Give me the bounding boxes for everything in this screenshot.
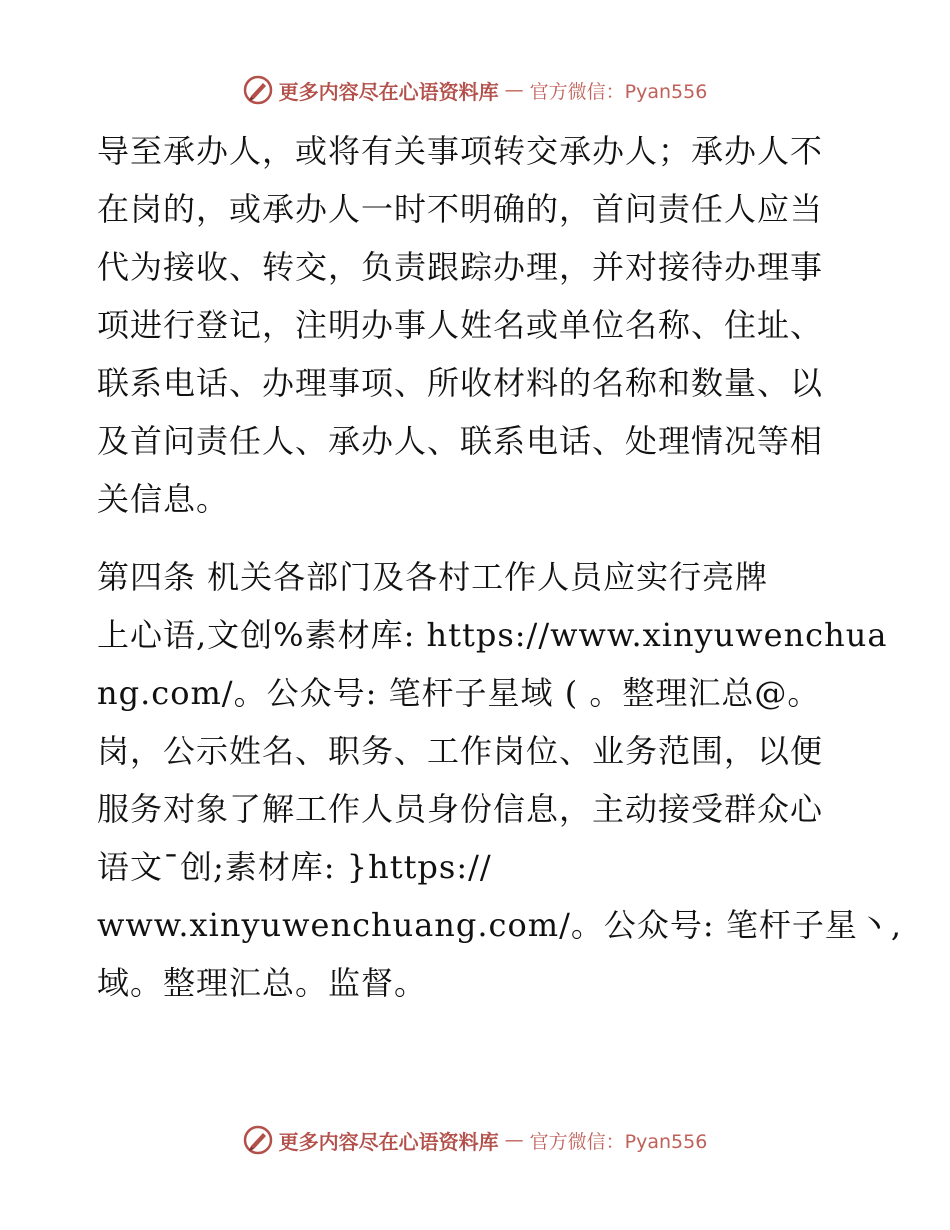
text-line: 关信息。 — [97, 480, 230, 518]
text-line: 联系电话、办理事项、所收材料的名称和数量、以 — [97, 364, 824, 402]
text-line: 项进行登记，注明办事人姓名或单位名称、住址、 — [97, 306, 824, 344]
banner-dash: — — [504, 1129, 524, 1151]
text-line: 岗，公示姓名、职务、工作岗位、业务范围，以便 — [97, 732, 824, 770]
text-line: 服务对象了解工作人员身份信息，主动接受群众心 — [97, 790, 824, 828]
banner-wechat-text: 官方微信：Pyan556 — [529, 1130, 708, 1153]
text-line: ng.com/。公众号: 笔杆子星域 ( 。整理汇总@。 — [97, 674, 821, 712]
text-line: www.xinyuwenchuang.com/。公众号: 笔杆子星丶, — [97, 906, 902, 944]
banner-main-text: 更多内容尽在心语资料库 — [278, 1129, 499, 1154]
article-heading-line: 第四条 机关各部门及各村工作人员应实行亮牌 — [97, 558, 769, 596]
text-line: 代为接收、转交，负责跟踪办理，并对接待办理事 — [97, 248, 824, 286]
banner-dash: — — [504, 79, 524, 101]
text-line: 域。整理汇总。监督。 — [97, 964, 428, 1002]
text-line: 导至承办人，或将有关事项转交承办人；承办人不 — [97, 132, 824, 170]
paragraph-gap — [97, 528, 857, 548]
document-body — [97, 122, 902, 1012]
paragraph-2 — [97, 548, 902, 1012]
footer-watermark-banner — [0, 1120, 950, 1160]
pen-logo-icon — [243, 1125, 273, 1155]
pen-logo-icon — [243, 75, 273, 105]
banner-main-text: 更多内容尽在心语资料库 — [278, 79, 499, 104]
text-line: 在岗的，或承办人一时不明确的，首问责任人应当 — [97, 190, 824, 228]
paragraph-1 — [97, 122, 857, 528]
text-line: 及首问责任人、承办人、联系电话、处理情况等相 — [97, 422, 824, 460]
text-line: 语文¯创;素材库: }https:// — [97, 848, 492, 886]
banner-wechat-text: 官方微信：Pyan556 — [529, 80, 708, 103]
text-line: 上心语,文创%素材库: https://www.xinyuwenchua — [97, 616, 888, 654]
header-watermark-banner — [0, 70, 950, 110]
